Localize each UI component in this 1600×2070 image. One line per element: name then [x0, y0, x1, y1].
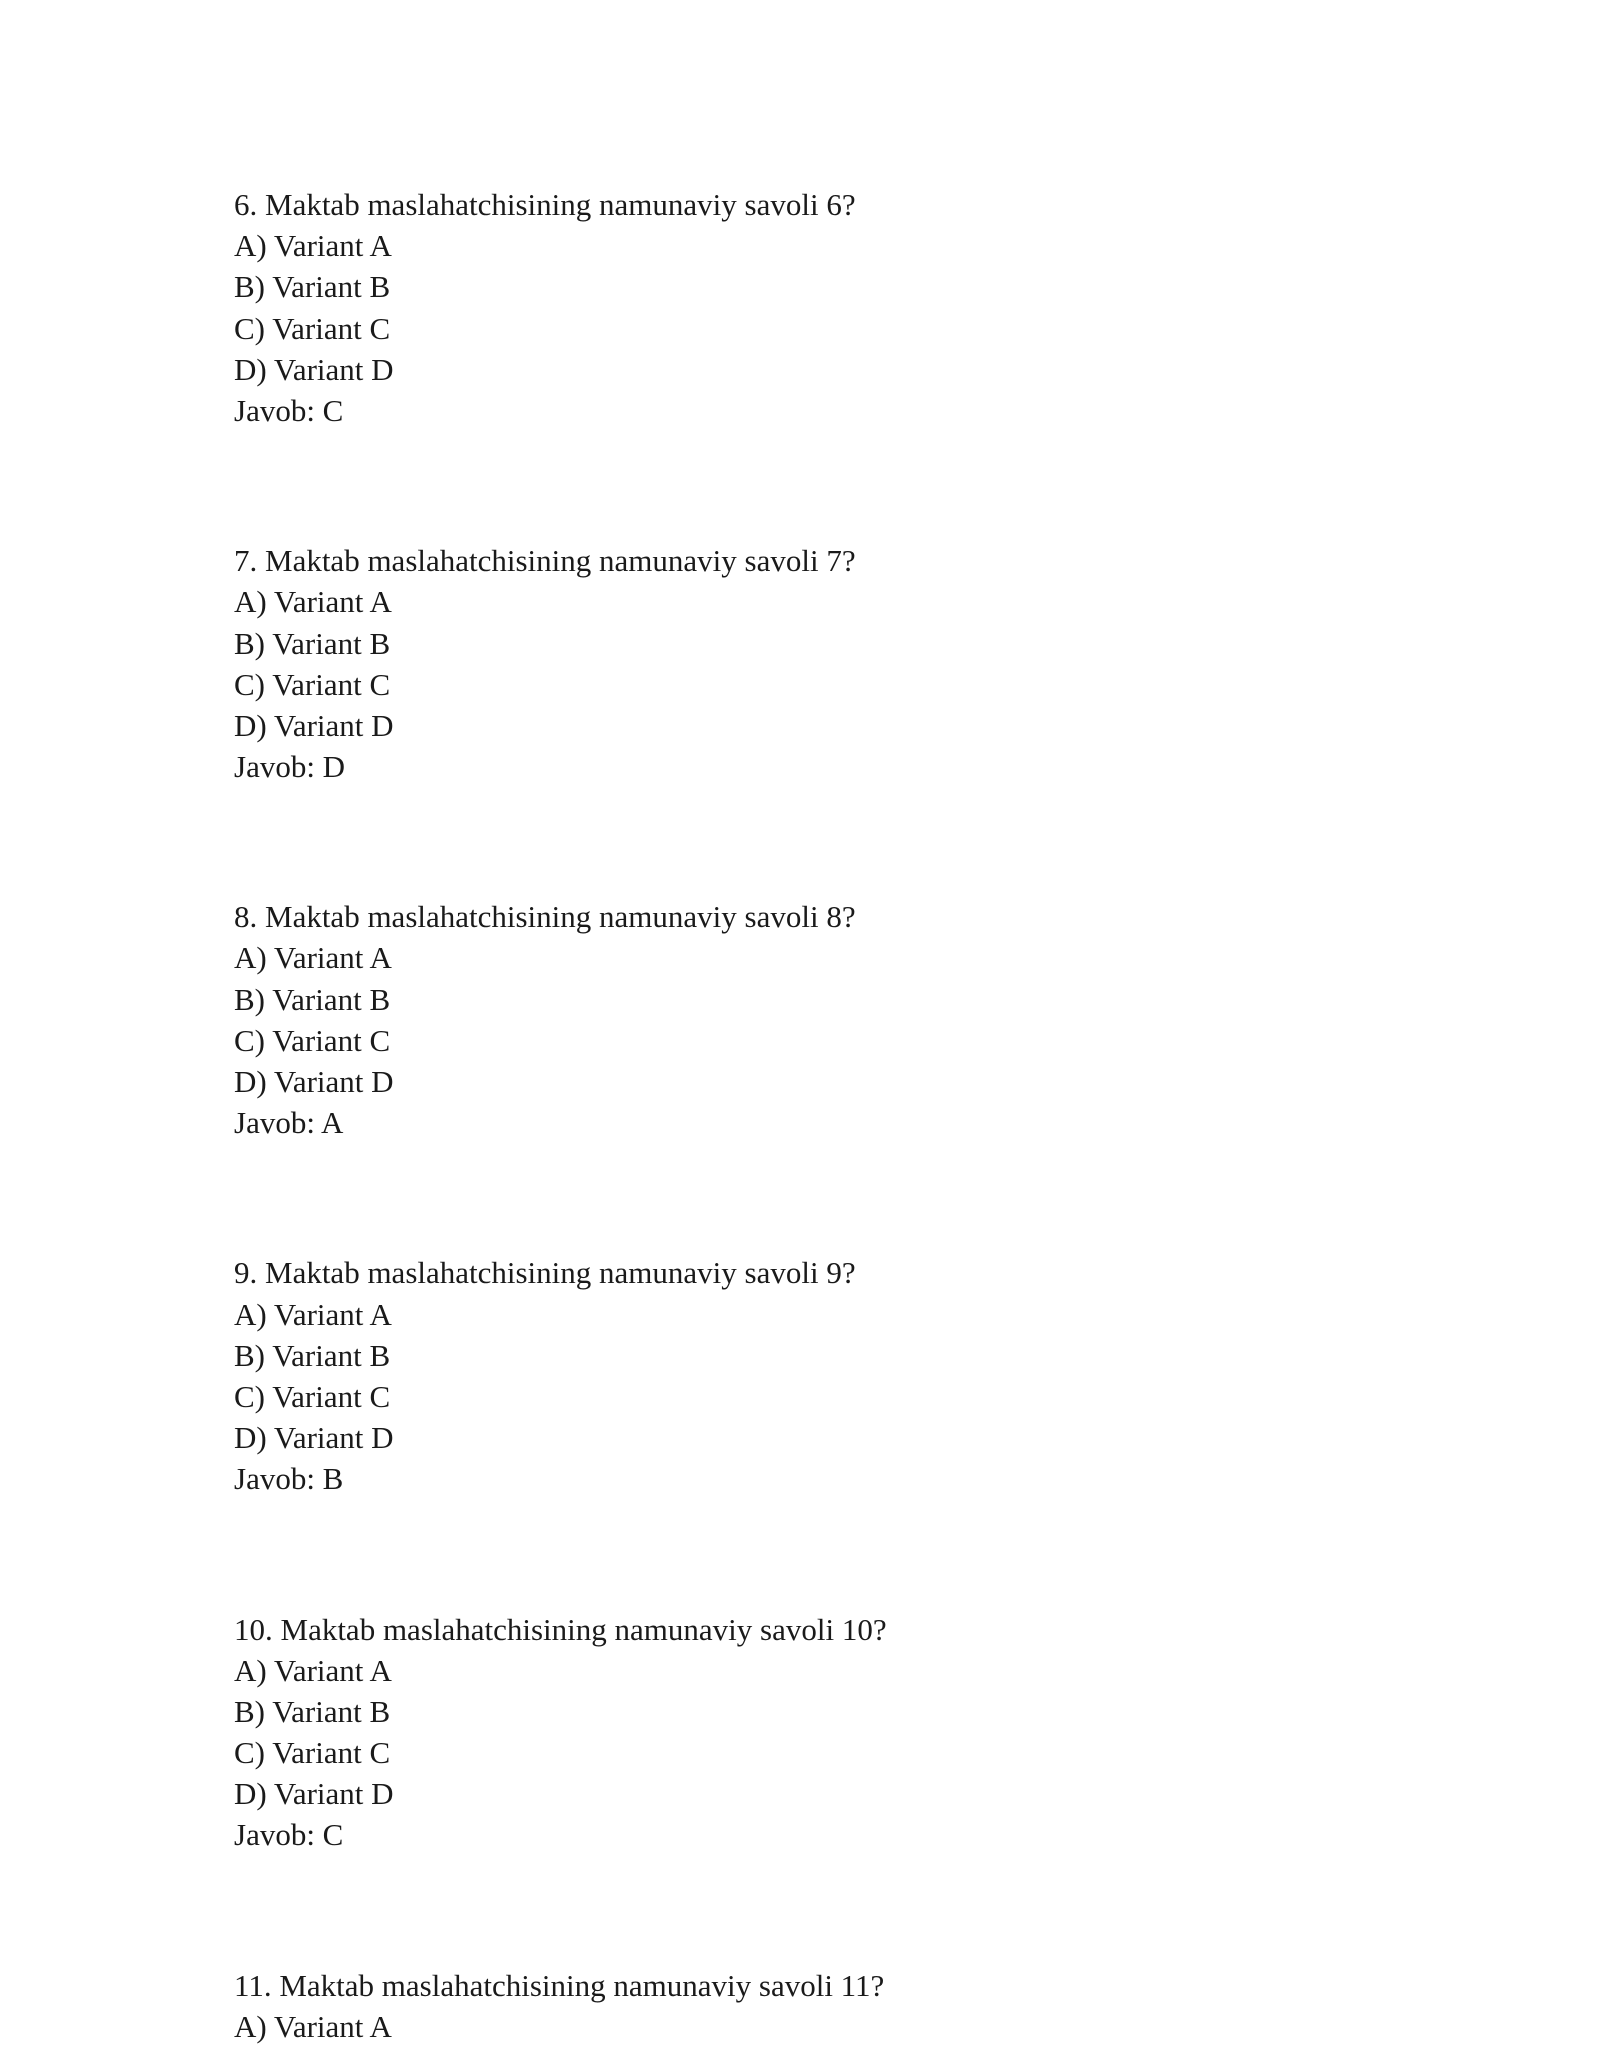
option-c: C) Variant C [234, 1378, 391, 1414]
option-c: C) Variant C [234, 310, 391, 346]
option-d: D) Variant D [234, 1776, 394, 1812]
answer-line: Javob: C [234, 392, 344, 428]
question-9 [234, 1252, 1394, 1499]
question-8 [234, 896, 1394, 1143]
question-list [234, 184, 1394, 2047]
answer-line: Javob: A [234, 1105, 344, 1141]
option-a: A) Variant A [234, 1296, 392, 1332]
option-d: D) Variant D [234, 1420, 394, 1456]
option-a: A) Variant A [234, 1652, 392, 1688]
question-10 [234, 1609, 1394, 1856]
option-d: D) Variant D [234, 1064, 394, 1099]
option-c: C) Variant C [234, 1022, 391, 1058]
question-text: 9. Maktab maslahatchisining namunaviy savoli 9? [234, 1255, 856, 1291]
question-text: 11. Maktab maslahatchisining namunaviy savoli 11? [234, 1967, 885, 2003]
option-a: A) Variant A [234, 584, 392, 620]
option-a: A) Variant A [234, 228, 392, 264]
question-6 [234, 184, 1394, 431]
question-7 [234, 540, 1394, 787]
question-text: 7. Maktab maslahatchisining namunaviy savoli 7? [234, 543, 856, 579]
option-c: C) Variant C [234, 666, 391, 702]
option-b: B) Variant B [234, 1693, 391, 1729]
option-c: C) Variant C [234, 1735, 391, 1771]
question-text: 6. Maktab maslahatchisining namunaviy savoli 6? [234, 187, 856, 222]
option-a: A) Variant A [234, 2008, 392, 2044]
option-b: B) Variant B [234, 269, 391, 305]
option-b: B) Variant B [234, 625, 391, 661]
option-d: D) Variant D [234, 707, 394, 743]
question-text: 8. Maktab maslahatchisining namunaviy savoli 8? [234, 899, 856, 935]
answer-line: Javob: D [234, 749, 346, 785]
option-d: D) Variant D [234, 351, 394, 387]
option-b: B) Variant B [234, 981, 391, 1017]
option-a: A) Variant A [234, 940, 392, 976]
option-b: B) Variant B [234, 1337, 391, 1373]
question-text: 10. Maktab maslahatchisining namunaviy savoli 10? [234, 1611, 887, 1647]
answer-line: Javob: B [234, 1461, 344, 1497]
answer-line: Javob: C [234, 1817, 344, 1853]
question-11 [234, 1965, 1394, 2047]
